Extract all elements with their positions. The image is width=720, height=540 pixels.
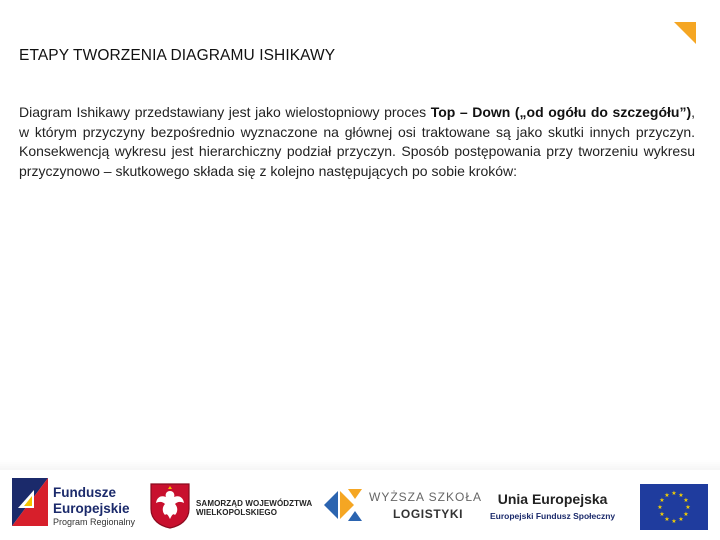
svg-text:★: ★ xyxy=(657,504,663,511)
svg-text:★: ★ xyxy=(671,490,677,497)
slide-paragraph xyxy=(19,103,695,181)
fundusze-line1: Fundusze xyxy=(53,485,116,500)
slide-title: ETAPY TWORZENIA DIAGRAMU ISHIKAWY xyxy=(19,47,336,64)
samorzad-line1: SAMORZĄD WOJEWÓDZTWA xyxy=(196,499,313,508)
paragraph-intro: Diagram Ishikawy przedstawiany jest jako wielostopniowy proces xyxy=(19,104,431,120)
svg-text:★: ★ xyxy=(678,516,684,523)
wsl-line1: WYŻSZA SZKOŁA xyxy=(369,490,483,504)
svg-text:★: ★ xyxy=(659,511,665,518)
wsl-line2: LOGISTYKI xyxy=(393,507,464,521)
eu-flag-icon xyxy=(640,484,708,530)
svg-text:★: ★ xyxy=(683,497,689,504)
wsl-logo-icon xyxy=(324,487,364,523)
svg-text:★: ★ xyxy=(683,511,689,518)
wsl-text xyxy=(369,491,482,520)
corner-triangle-icon xyxy=(674,22,696,44)
svg-text:★: ★ xyxy=(664,516,670,523)
svg-text:★: ★ xyxy=(659,497,665,504)
paragraph-rest: , w którym przyczyny bezpośrednio wyznaczone na głównej osi traktowane są jako skutki innych przyczyn. Konsekwencją wykresu jest hierarchiczny podział przyczyn. Sposób postępowania przy tworzeniu wykresu przyczynowo – skutkowego składa się z kolejno następujących po sobie kroków: xyxy=(19,104,696,179)
svg-text:★: ★ xyxy=(671,518,677,525)
samorzad-text xyxy=(196,500,312,518)
svg-text:★: ★ xyxy=(664,492,670,499)
paragraph-emphasis: Top – Down („od ogółu do szczegółu”) xyxy=(430,104,692,120)
samorzad-line2: WIELKOPOLSKIEGO xyxy=(196,507,278,517)
fundusze-line2: Europejskie xyxy=(53,500,130,516)
wielkopolska-coat-of-arms-icon xyxy=(150,483,190,529)
ue-line1: Unia Europejska xyxy=(497,491,608,507)
svg-text:★: ★ xyxy=(678,492,684,499)
svg-text:★: ★ xyxy=(685,504,691,511)
fundusze-line3: Program Regionalny xyxy=(53,517,136,527)
fundusze-europejskie-logo-icon xyxy=(12,478,48,528)
ue-line2: Europejski Fundusz Społeczny xyxy=(490,511,616,521)
unia-europejska-text xyxy=(490,492,615,521)
fundusze-europejskie-text xyxy=(53,486,135,527)
